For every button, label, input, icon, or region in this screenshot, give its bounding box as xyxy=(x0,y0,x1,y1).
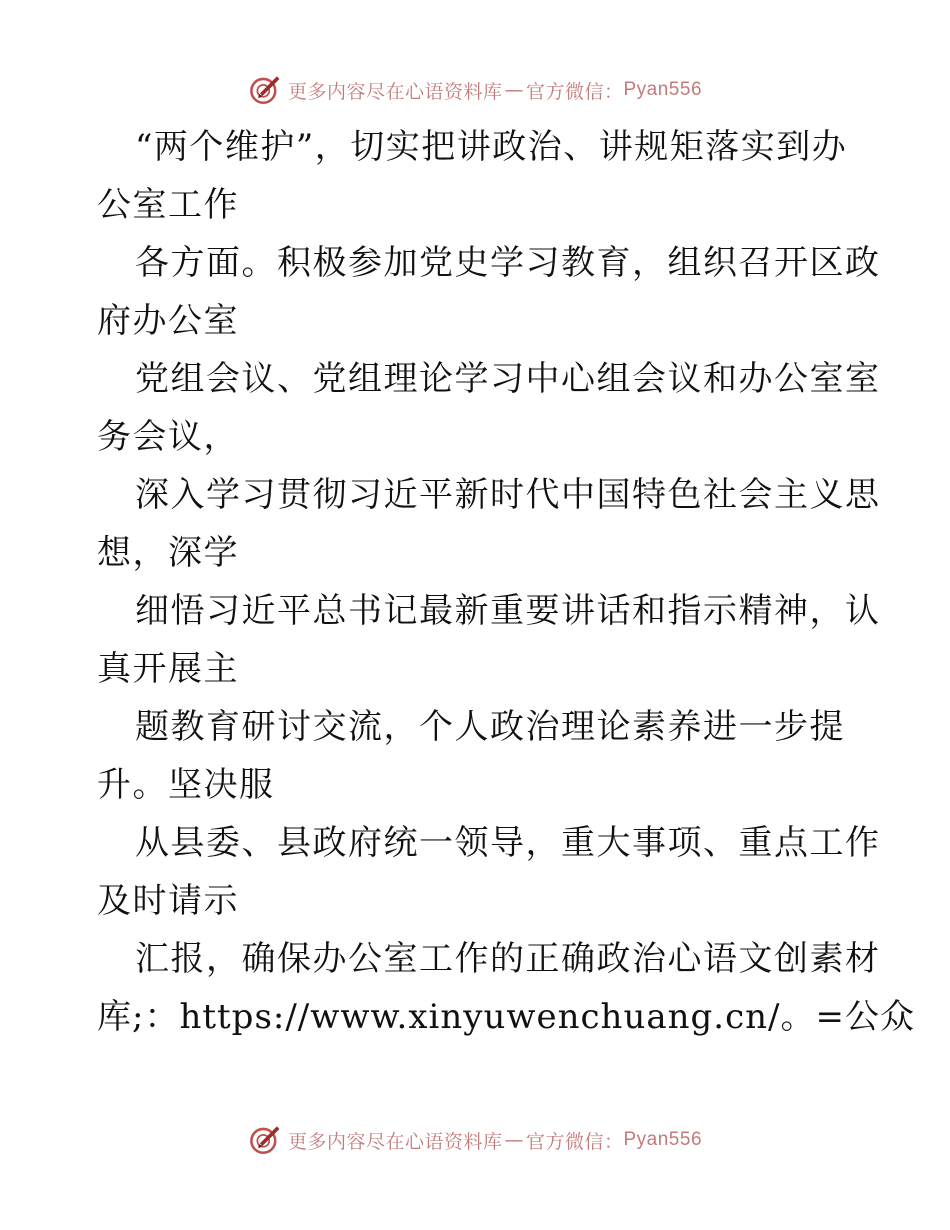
header-watermark xyxy=(0,70,950,110)
body-line: 真开展主 xyxy=(97,649,239,689)
body-line: 想，深学 xyxy=(97,533,239,573)
brush-logo-icon xyxy=(248,73,282,107)
body-line: 务会议， xyxy=(97,417,239,457)
header-watermark-separator: — xyxy=(504,79,524,101)
body-line: 府办公室 xyxy=(97,301,239,341)
document-body xyxy=(97,118,915,1046)
body-line: 库;：https://www.xinyuwenchuang.cn/。=公众 xyxy=(97,997,915,1037)
body-line: 题教育研讨交流，个人政治理论素养进一步提 xyxy=(135,707,845,747)
body-line: 汇报，确保办公室工作的正确政治心语文创素材 xyxy=(135,939,881,979)
body-line: 深入学习贯彻习近平新时代中国特色社会主义思 xyxy=(135,475,881,515)
header-wechat-label: 官方微信： xyxy=(525,80,624,103)
body-line: 党组会议、党组理论学习中心组会议和办公室室 xyxy=(135,359,881,399)
footer-wechat-id: Pyan556 xyxy=(623,1129,703,1150)
body-line: 及时请示 xyxy=(97,881,239,921)
footer-watermark-separator: — xyxy=(504,1129,524,1151)
body-line: 升。坚决服 xyxy=(97,765,275,805)
body-line: 各方面。积极参加党史学习教育，组织召开区政 xyxy=(135,243,881,283)
body-line: 细悟习近平总书记最新重要讲话和指示精神，认 xyxy=(135,591,881,631)
footer-watermark xyxy=(0,1120,950,1160)
body-line: 从县委、县政府统一领导，重大事项、重点工作 xyxy=(135,823,881,863)
body-line: “两个维护”，切实把讲政治、讲规矩落实到办 xyxy=(135,127,848,167)
footer-wechat-label: 官方微信： xyxy=(525,1130,624,1153)
header-watermark-text: 更多内容尽在心语资料库 xyxy=(287,80,503,103)
body-line: 公室工作 xyxy=(97,185,239,225)
header-wechat-id: Pyan556 xyxy=(623,79,703,100)
brush-logo-icon xyxy=(248,1123,282,1157)
footer-watermark-text: 更多内容尽在心语资料库 xyxy=(287,1130,503,1153)
